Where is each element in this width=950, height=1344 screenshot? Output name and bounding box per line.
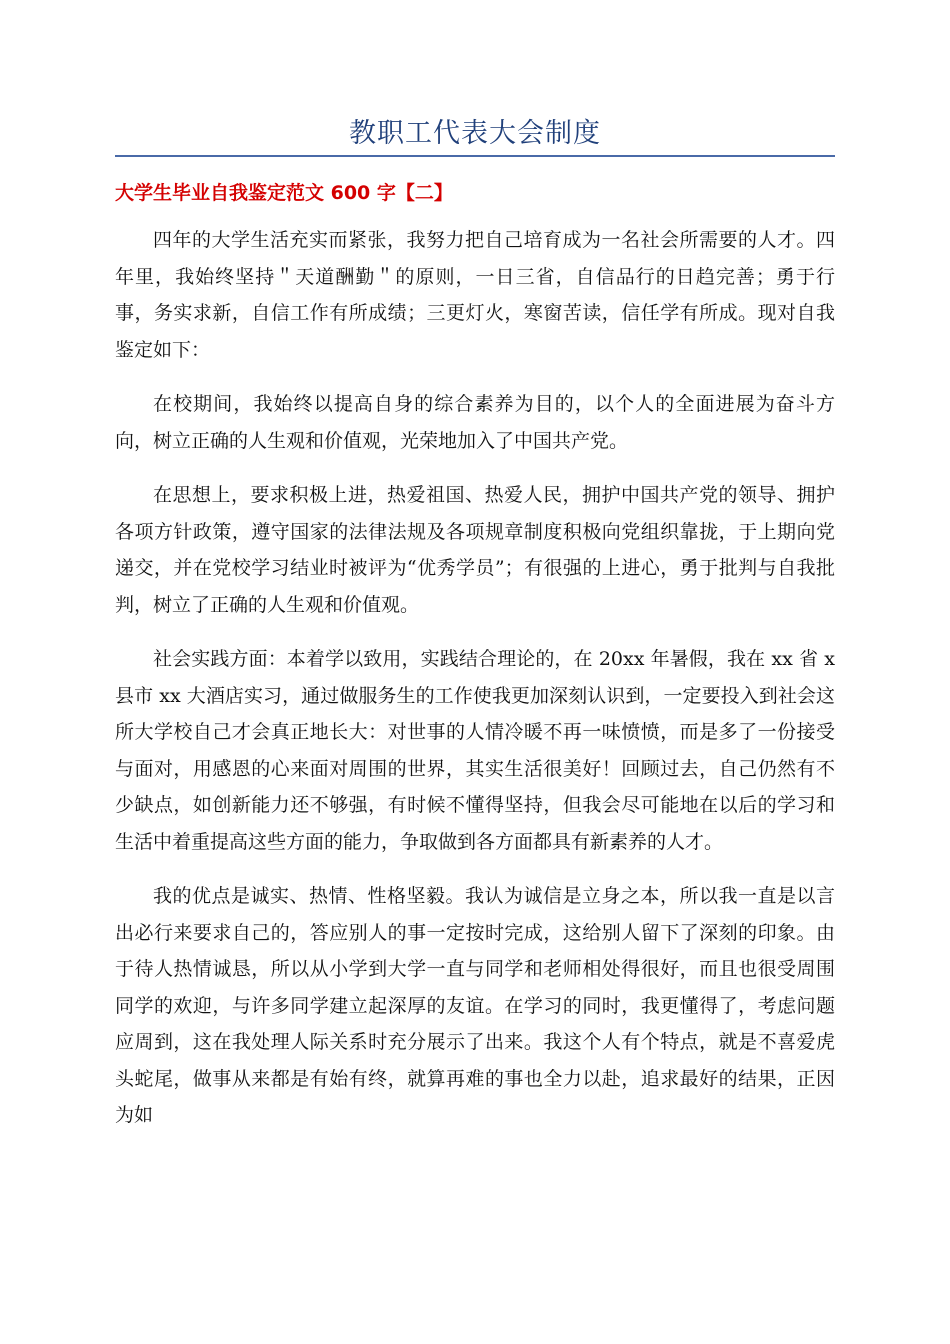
document-body — [115, 222, 835, 1152]
document-title: 教职工代表大会制度 — [349, 118, 601, 149]
paragraph-practice: 社会实践方面：本着学以致用，实践结合理论的，在 20xx 年暑假，我在 xx 省 x 县市 xx 大酒店实习，通过做服务生的工作使我更加深刻认识到，一定要投入到社会这所大学校自己才会真正地长大：对世事的人情冷暖不再一味愤愤，而是多了一份接受与面对，用感恩的心来面对周围的世界，其实生活很美好！回顾过去，自己仍然有不少缺点，如创新能力还不够强，有时候不懂得坚持，但我会尽可能地在以后的学习和生活中着重提高这些方面的能力，争取做到各方面都具有新素养的人才。 — [115, 648, 835, 853]
header-divider — [115, 155, 835, 157]
section-heading: 大学生毕业自我鉴定范文 600 字【二】 — [115, 182, 453, 204]
paragraph-ideology: 在思想上，要求积极上进，热爱祖国、热爱人民，拥护中国共产党的领导、拥护各项方针政策，遵守国家的法律法规及各项规章制度积极向党组织靠拢，于上期向党递交，并在党校学习结业时被评为“优秀学员”；有很强的上进心，勇于批判与自我批判，树立了正确的人生观和价值观。 — [115, 484, 835, 616]
document-header — [115, 112, 835, 156]
paragraph-school: 在校期间，我始终以提高自身的综合素养为目的，以个人的全面进展为奋斗方向，树立正确的人生观和价值观，光荣地加入了中国共产党。 — [115, 393, 835, 452]
paragraph-strengths: 我的优点是诚实、热情、性格坚毅。我认为诚信是立身之本，所以我一直是以言出必行来要求自己的，答应别人的事一定按时完成，这给别人留下了深刻的印象。由于待人热情诚恳，所以从小学到大学一直与同学和老师相处得很好，而且也很受周围同学的欢迎，与许多同学建立起深厚的友谊。在学习的同时，我更懂得了，考虑问题应周到，这在我处理人际关系时充分展示了出来。我这个人有个特点，就是不喜爱虎头蛇尾，做事从来都是有始有终，就算再难的事也全力以赴，追求最好的结果，正因为如 — [115, 885, 835, 1126]
paragraph-intro: 四年的大学生活充实而紧张，我努力把自己培育成为一名社会所需要的人才。四年里，我始终坚持＂天道酬勤＂的原则，一日三省，自信品行的日趋完善；勇于行事，务实求新，自信工作有所成绩；三更灯火，寒窗苦读，信任学有所成。现对自我鉴定如下： — [115, 229, 835, 361]
